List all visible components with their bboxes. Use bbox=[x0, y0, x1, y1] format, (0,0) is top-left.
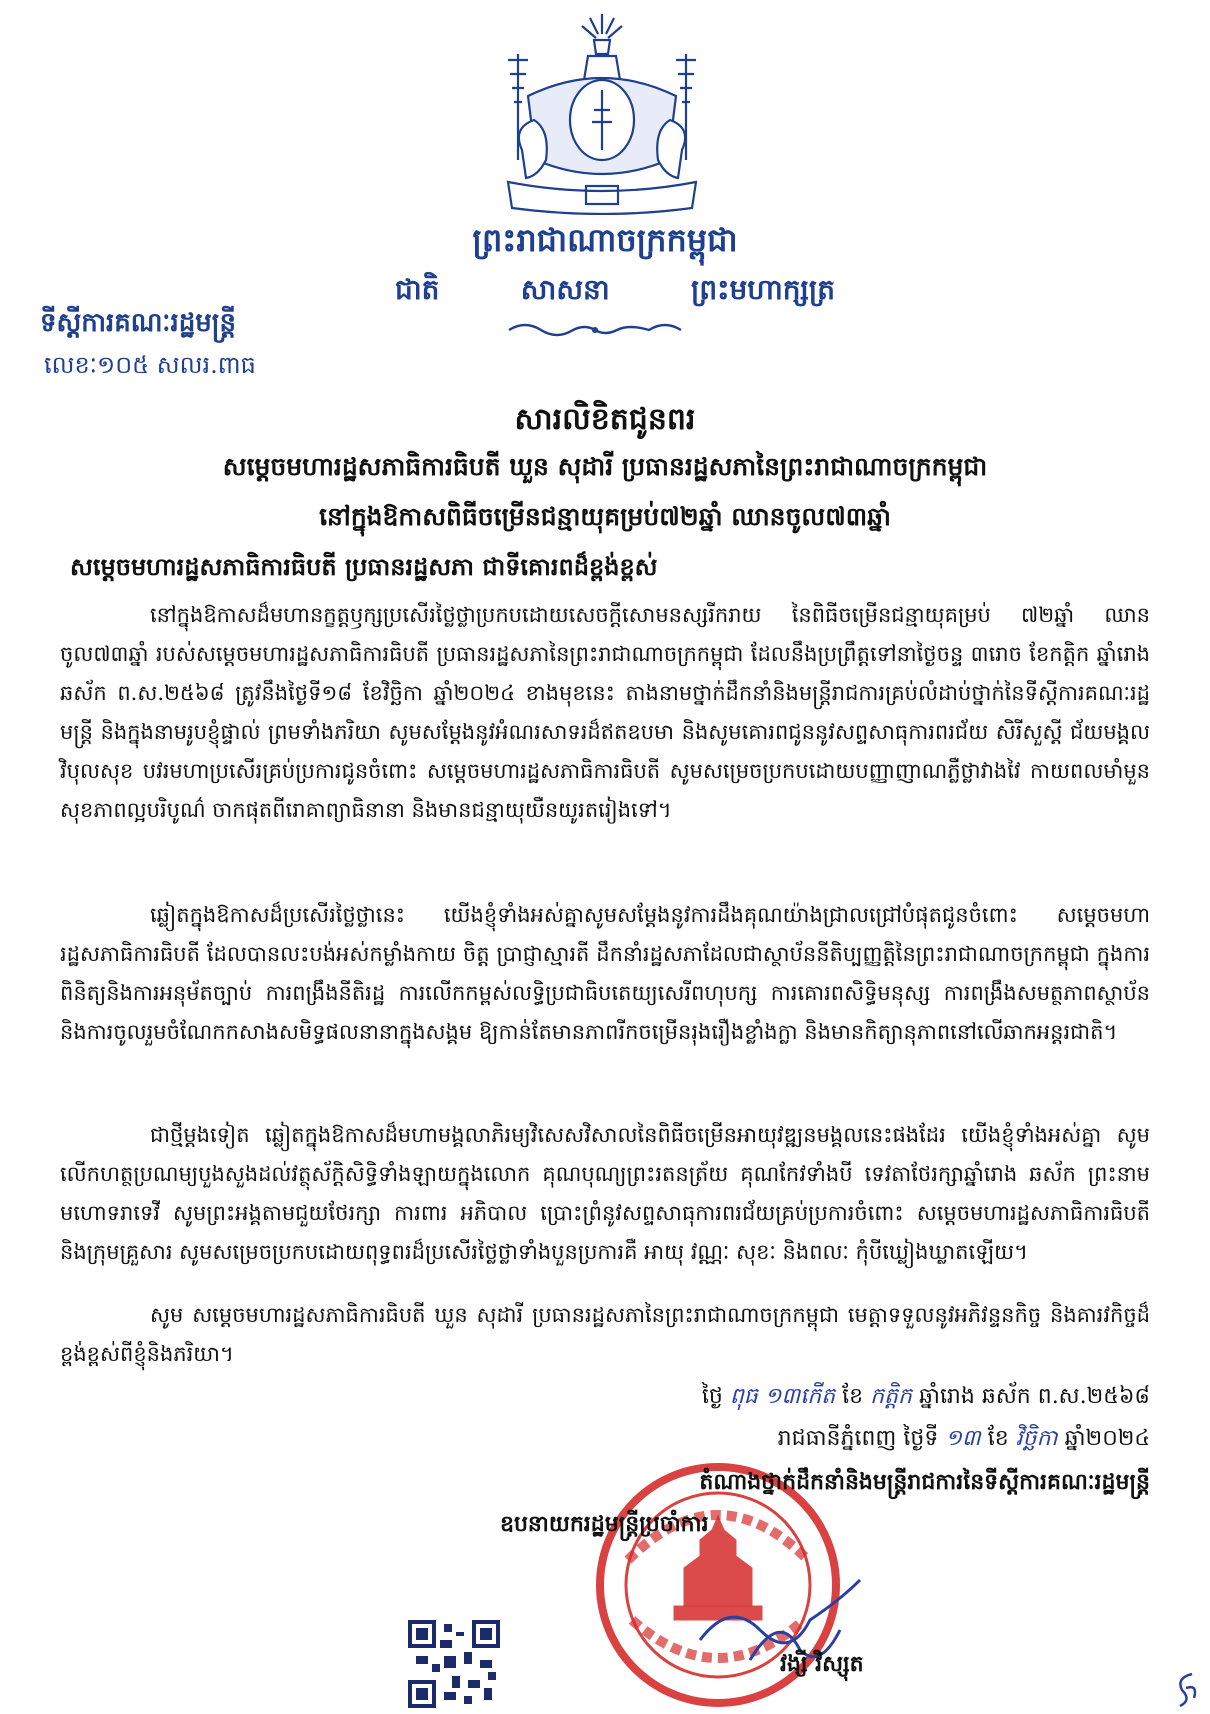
royal-coat-of-arms-icon bbox=[498, 10, 706, 215]
issuing-office: ទីស្តីការគណៈរដ្ឋមន្ត្រី bbox=[40, 308, 236, 338]
kingdom-title: ព្រះរាជាណាចក្រកម្ពុជា bbox=[472, 221, 738, 259]
signer-title: តំណាងថ្នាក់ដឹកនាំនិងមន្ត្រីរាជការនៃទីស្តីការគណៈរដ្ឋមន្ត្រី bbox=[699, 1469, 1150, 1495]
body-paragraph-3: ជាថ្មីម្តងទៀត ឆ្លៀតក្នុងឱកាសដ៏មហាមង្គលាភិរម្យវិសេសវិសាលនៃពិធីចម្រើនអាយុវឌ្ឍនមង្គលនេះផងដែរ យើងខ្ញុំទាំងអស់គ្នា សូមលើកហត្ថប្រណម្យបួងសួងដល់វត្ថុស័ក្តិសិទ្ធិទាំងឡាយក្នុងលោក គុណបុណ្យព្រះរតនត្រ័យ គុណកែវទាំងបី ទេវតាថែរក្សាឆ្នាំរោង ឆស័ក ព្រះនាម មហោទរាទេវី សូមព្រះអង្គតាមជួយថែរក្សា ការពារ អភិបាល ប្រោះព្រំនូវសព្ទសាធុការពរជ័យគ្រប់ប្រការចំពោះ សម្តេចមហារដ្ឋសភាធិការធិបតី និងក្រុមគ្រួសារ សូមសម្រេចប្រកបដោយពុទ្ធពរដ៏ប្រសើរថ្លៃថ្លាទាំងបួនប្រការគឺ អាយុ វណ្ណៈ សុខៈ និងពលៈ កុំបីឃ្លៀងឃ្លាតឡើយ។ bbox=[60, 1123, 1150, 1264]
motto-religion: សាសនា bbox=[520, 273, 610, 306]
motto-nation: ជាតិ bbox=[395, 273, 440, 306]
signer-name: វង្សី វិស្សុត bbox=[780, 1651, 864, 1677]
occasion-heading: នៅក្នុងឱកាសពិធីចម្រើនជន្មាយុគម្រប់៧២ឆ្នាំ ឈានចូល៧៣ឆ្នាំ bbox=[319, 502, 891, 531]
qr-code-icon bbox=[408, 1620, 500, 1708]
recipient-heading: សម្តេចមហារដ្ឋសភាធិការធិបតី ឃួន សុដារី ប្រធានរដ្ឋសភានៃព្រះរាជាណាចក្រកម្ពុជា bbox=[222, 452, 988, 481]
motto-king: ព្រះមហាក្សត្រ bbox=[691, 273, 835, 306]
solar-date-line: រាជធានីភ្នំពេញ ថ្ងៃទី ១៣ ខែ វិច្ឆិកា ឆ្នាំ២០២៤ bbox=[777, 1426, 1150, 1451]
document-title: សារលិខិតជូនពរ bbox=[514, 402, 696, 437]
signer-role: ឧបនាយករដ្ឋមន្ត្រីប្រចាំការ bbox=[500, 1511, 709, 1537]
reference-number: លេខៈ១០៥ សលរ.ពាធ bbox=[44, 351, 256, 379]
initial-mark-icon bbox=[1172, 1668, 1202, 1708]
lunar-date-line: ថ្ងៃ ពុធ ១៣កើត ខែ កត្តិក ឆ្នាំរោង ឆស័ក ព.ស.២៥៦៨ bbox=[701, 1384, 1150, 1409]
body-paragraph-2: ឆ្លៀតក្នុងឱកាសដ៏ប្រសើរថ្លៃថ្លានេះ យើងខ្ញុំទាំងអស់គ្នាសូមសម្តែងនូវការដឹងគុណយ៉ាងជ្រាលជ្រៅបំផុតជូនចំពោះ សម្តេចមហារដ្ឋសភាធិការធិបតី ដែលបានលះបង់អស់កម្លាំងកាយ ចិត្ត ប្រាជ្ញាស្មារតី ដឹកនាំរដ្ឋសភាដែលជាស្ថាប័ននីតិប្បញ្ញត្តិនៃព្រះរាជាណាចក្រកម្ពុជា ក្នុងការពិនិត្យនិងការអនុម័តច្បាប់ ការពង្រឹងនីតិរដ្ឋ ការលើកកម្ពស់លទ្ធិប្រជាធិបតេយ្យសេរីពហុបក្ស ការគោរពសិទ្ធិមនុស្ស ការពង្រឹងសមត្ថភាពស្ថាប័ន និងការចូលរួមចំណែកកសាងសមិទ្ធផលនានាក្នុងសង្គម ឱ្យកាន់តែមានភាពរីកចម្រើនរុងរឿងខ្លាំងក្លា និងមានកិត្យានុភាពនៅលើឆាកអន្តរជាតិ។ bbox=[60, 903, 1150, 1044]
body-paragraph-1: នៅក្នុងឱកាសដ៏មហានក្ខត្តឫក្សប្រសើរថ្លៃថ្លាប្រកបដោយសេចក្តីសោមនស្សរីករាយ នៃពិធីចម្រើនជន្មាយុគម្រប់ ៧២ឆ្នាំ ឈានចូល៧៣ឆ្នាំ របស់សម្តេចមហារដ្ឋសភាធិការធិបតី ប្រធានរដ្ឋសភានៃព្រះរាជាណាចក្រកម្ពុជា ដែលនឹងប្រព្រឹត្តទៅនាថ្ងៃចន្ទ ៣រោច ខែកត្តិក ឆ្នាំរោង ឆស័ក ព.ស.២៥៦៨ ត្រូវនឹងថ្ងៃទី១៨ ខែវិច្ឆិកា ឆ្នាំ២០២៤ ខាងមុខនេះ តាងនាមថ្នាក់ដឹកនាំនិងមន្ត្រីរាជការគ្រប់លំដាប់ថ្នាក់នៃទីស្តីការគណៈរដ្ឋមន្ត្រី និងក្នុងនាមរូបខ្ញុំផ្ទាល់ ព្រមទាំងភរិយា សូមសម្តែងនូវអំណរសាទរដ៏ឥតឧបមា និងសូមគោរពជូននូវសព្ទសាធុការពរជ័យ សិរីសួស្តី ជ័យមង្គល វិបុលសុខ បវរមហាប្រសើរគ្រប់ប្រការជូនចំពោះ សម្តេចមហារដ្ឋសភាធិការធិបតី សូមសម្រេចប្រកបដោយបញ្ញាញាណភ្លឺថ្លាវាងវៃ កាយពលមាំមួន សុខភាពល្អបរិបូណ៌ ចាកផុតពីរោគាព្យាធិនានា និងមានជន្មាយុយឺនយូរតរៀងទៅ។ bbox=[60, 603, 1150, 822]
salutation: សម្តេចមហារដ្ឋសភាធិការធិបតី ប្រធានរដ្ឋសភា ជាទីគោរពដ៏ខ្ពង់ខ្ពស់ bbox=[70, 552, 658, 581]
national-motto bbox=[395, 272, 835, 313]
ornament-divider-icon bbox=[505, 318, 685, 340]
body-paragraph-4: សូម សម្តេចមហារដ្ឋសភាធិការធិបតី ឃួន សុដារី ប្រធានរដ្ឋសភានៃព្រះរាជាណាចក្រកម្ពុជា មេត្តាទទួលនូវអភិវន្ទនកិច្ច និងគារវកិច្ចដ៏ខ្ពង់ខ្ពស់ពីខ្ញុំនិងភរិយា។ bbox=[60, 1303, 1150, 1366]
